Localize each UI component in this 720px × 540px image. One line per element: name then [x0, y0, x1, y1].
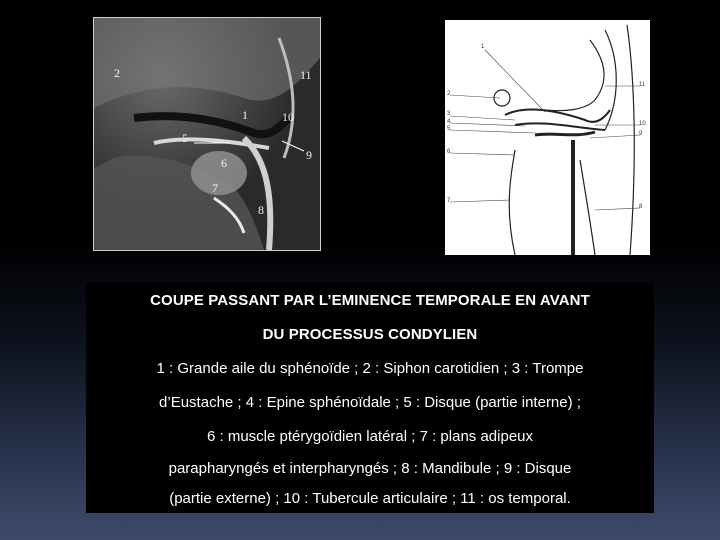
mri-label-5: 5 [182, 131, 188, 145]
caption-legend-line-1: 1 : Grande aile du sphénoïde ; 2 : Siphon carotidien ; 3 : Trompe [156, 360, 584, 377]
schematic-graphic [445, 20, 650, 255]
mri-scan-graphic [94, 18, 320, 250]
caption-title-line-1: COUPE PASSANT PAR L’EMINENCE TEMPORALE EN AVANT [150, 292, 590, 309]
drawing-label-1: 1 [481, 44, 485, 50]
caption-legend-line-2: d’Eustache ; 4 : Epine sphénoïdale ; 5 : Disque (partie interne) ; [159, 394, 581, 411]
drawing-label-2: 2 [447, 91, 451, 97]
drawing-label-7: 7 [447, 198, 451, 204]
drawing-label-9: 9 [639, 131, 643, 137]
caption-legend-line-4: parapharyngés et interpharyngés ; 8 : Mandibule ; 9 : Disque [168, 460, 572, 477]
drawing-label-11: 11 [639, 82, 646, 88]
drawing-label-4: 4 [447, 119, 451, 125]
caption-title-line-2: DU PROCESSUS CONDYLIEN [262, 326, 478, 343]
mri-label-8: 8 [258, 203, 264, 217]
mri-label-1: 1 [242, 108, 248, 122]
mri-label-6: 6 [221, 156, 227, 170]
mri-label-7: 7 [212, 181, 218, 195]
mri-label-2: 2 [114, 66, 120, 80]
mri-label-9: 9 [306, 148, 312, 162]
mri-label-10: 10 [282, 110, 294, 124]
schematic-drawing [445, 20, 650, 255]
drawing-label-6: 6 [447, 149, 451, 155]
caption-block [86, 283, 654, 513]
mri-label-11: 11 [300, 68, 312, 82]
drawing-label-8: 8 [639, 204, 643, 210]
drawing-label-10: 10 [639, 121, 646, 127]
drawing-label-3: 3 [447, 111, 451, 117]
mri-image [93, 17, 321, 251]
caption-legend-line-3: 6 : muscle ptérygoïdien latéral ; 7 : plans adipeux [206, 428, 534, 445]
caption-legend-line-5: (partie externe) ; 10 : Tubercule articulaire ; 11 : os temporal. [169, 490, 571, 507]
drawing-label-5: 5 [447, 126, 451, 132]
